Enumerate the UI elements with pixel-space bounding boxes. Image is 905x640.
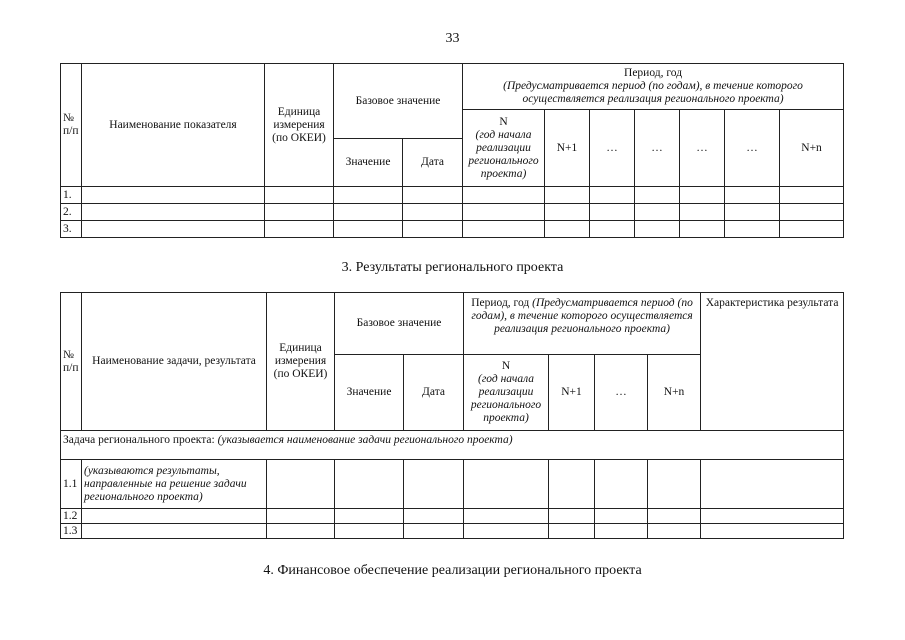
section-3-title: 3. Результаты регионального проекта <box>341 260 564 275</box>
indicators-table <box>60 63 844 238</box>
table-row <box>61 204 844 221</box>
col-header-base-value: Базовое значение <box>335 293 464 355</box>
col-header-base-value-date: Дата <box>404 355 464 431</box>
table-row <box>61 460 844 509</box>
col-header-result-characteristic: Характеристика результата <box>701 293 844 431</box>
col-header-year-n1: N+1 <box>545 110 590 187</box>
task-note: (указывается наименование задачи регионального проекта) <box>217 434 513 446</box>
year-n-label: N <box>499 115 508 128</box>
col-header-task-name: Наименование задачи, результата <box>82 293 267 431</box>
col-header-year-n1: N+1 <box>549 355 595 431</box>
row-number: 1.1 <box>61 460 82 509</box>
col-header-unit: Единица измерения (по ОКЕИ) <box>265 64 334 187</box>
row-number: 1. <box>61 187 82 204</box>
period-note: (Предусматривается период (по годам), в течение которого осуществляется реализация регионального проекта) <box>503 80 803 105</box>
col-header-period <box>463 64 844 110</box>
period-title: Период, год <box>624 67 683 79</box>
col-header-year-nn: N+n <box>648 355 701 431</box>
year-n-note: (год начала реализации регионального проекта) <box>470 373 542 424</box>
col-header-dots-2: … <box>635 110 680 187</box>
col-header-base-value-date: Дата <box>403 139 463 187</box>
result-description: (указываются результаты, направленные на решение задачи регионального проекта) <box>82 460 267 509</box>
col-header-year-nn: N+n <box>780 110 844 187</box>
col-header-base-value-value: Значение <box>334 139 403 187</box>
col-header-dots-1: … <box>590 110 635 187</box>
col-header-indicator-name: Наименование показателя <box>82 64 265 187</box>
col-header-dots-4: … <box>725 110 780 187</box>
page-number: 33 <box>445 31 460 46</box>
year-n-label: N <box>501 360 511 372</box>
year-n-note: (год начала реализации регионального проекта) <box>468 128 539 180</box>
task-row <box>61 431 844 460</box>
period-title: Период, год <box>471 297 530 309</box>
col-header-base-value: Базовое значение <box>334 64 463 139</box>
row-number: 1.3 <box>61 524 82 539</box>
task-label: Задача регионального проекта: <box>63 434 215 446</box>
col-header-number: № п/п <box>61 64 82 187</box>
col-header-dots: … <box>595 355 648 431</box>
col-header-dots-3: … <box>680 110 725 187</box>
col-header-unit: Единица измерения (по ОКЕИ) <box>267 293 335 431</box>
col-header-year-n <box>464 355 549 431</box>
table-row <box>61 524 844 539</box>
col-header-period <box>464 293 701 355</box>
row-number: 3. <box>61 221 82 238</box>
period-note: (Предусматривается период (по годам), в течение которого осуществляется реализация регионального проекта) <box>471 297 693 335</box>
task-cell <box>61 431 844 460</box>
row-number: 2. <box>61 204 82 221</box>
table-row <box>61 187 844 204</box>
table-row <box>61 509 844 524</box>
col-header-base-value-value: Значение <box>335 355 404 431</box>
results-table <box>60 292 844 539</box>
row-number: 1.2 <box>61 509 82 524</box>
table-row <box>61 221 844 238</box>
col-header-number: № п/п <box>61 293 82 431</box>
col-header-year-n <box>463 110 545 187</box>
section-4-title: 4. Финансовое обеспечение реализации регионального проекта <box>263 563 642 578</box>
